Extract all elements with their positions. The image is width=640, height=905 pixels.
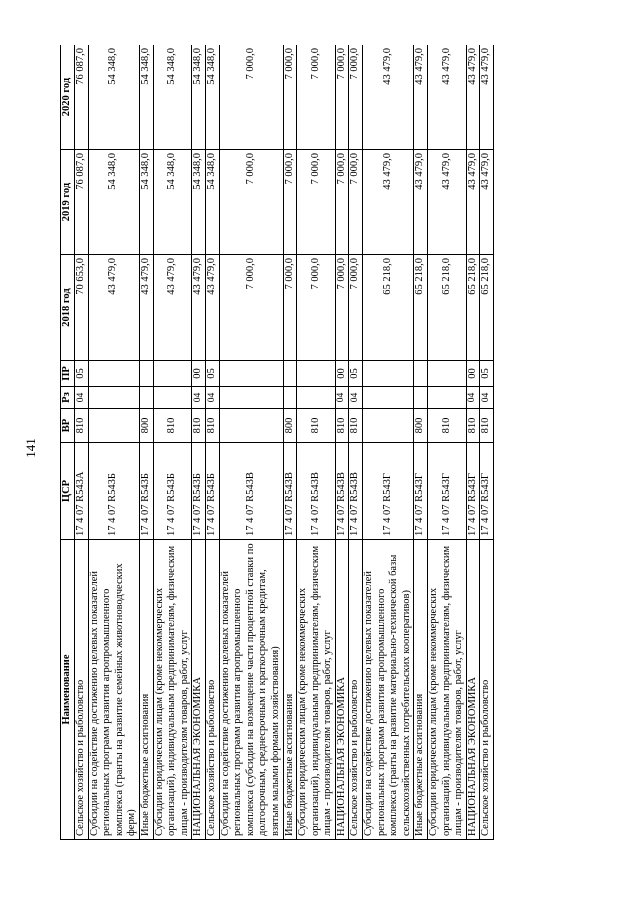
cell-y2018: 43 479,0 (153, 255, 192, 361)
table-row (192, 45, 206, 840)
cell-y2019: 7 000,0 (335, 150, 349, 255)
cell-pr: 00 (335, 361, 349, 387)
cell-rz (153, 387, 192, 409)
cell-name: Субсидии юридическим лицам (кроме некоммерческих организаций), индивидуальным предпринимателям, физическим лицам - производителям товаров, работ, услуг (297, 540, 336, 840)
cell-y2019: 54 348,0 (153, 150, 192, 255)
cell-y2019: 7 000,0 (283, 150, 297, 255)
cell-rz: 04 (335, 387, 349, 409)
cell-rz (297, 387, 336, 409)
cell-vr: 810 (428, 409, 467, 443)
cell-vr: 810 (297, 409, 336, 443)
cell-name: Сельское хозяйство и рыболовство (349, 540, 363, 840)
cell-vr: 800 (283, 409, 297, 443)
table-header-row (61, 45, 75, 840)
cell-y2018: 65 218,0 (480, 255, 494, 361)
cell-pr (363, 361, 414, 387)
cell-vr: 810 (205, 409, 219, 443)
header-2020: 2020 год (61, 45, 75, 150)
cell-rz: 04 (192, 387, 206, 409)
cell-csr: 17 4 07 R543В (283, 443, 297, 540)
table-body (75, 45, 494, 840)
table-row (219, 45, 283, 840)
cell-y2019: 54 348,0 (88, 150, 139, 255)
cell-rz: 04 (480, 387, 494, 409)
cell-csr: 17 4 07 R543Г (428, 443, 467, 540)
table-row (153, 45, 192, 840)
cell-rz (414, 387, 428, 409)
cell-vr: 800 (414, 409, 428, 443)
table-row (283, 45, 297, 840)
cell-name: Субсидии юридическим лицам (кроме некоммерческих организаций), индивидуальным предпринимателям, физическим лицам - производителям товаров, работ, услуг (153, 540, 192, 840)
cell-vr: 810 (75, 409, 89, 443)
cell-y2018: 7 000,0 (349, 255, 363, 361)
cell-name: НАЦИОНАЛЬНАЯ ЭКОНОМИКА (192, 540, 206, 840)
cell-csr: 17 4 07 R543В (297, 443, 336, 540)
cell-pr: 05 (349, 361, 363, 387)
cell-y2019: 54 348,0 (205, 150, 219, 255)
cell-csr: 17 4 07 R543В (219, 443, 283, 540)
cell-y2018: 7 000,0 (297, 255, 336, 361)
budget-table (60, 45, 494, 840)
cell-name: Субсидии на содействие достижению целевых показателей региональных программ развития агропромышленного комплекса (гранты на развитие семейных животноводческих ферм) (88, 540, 139, 840)
cell-csr: 17 4 07 R543Г (363, 443, 414, 540)
cell-y2020: 54 348,0 (205, 45, 219, 150)
cell-name: Иные бюджетные ассигнования (283, 540, 297, 840)
cell-y2018: 7 000,0 (283, 255, 297, 361)
cell-y2020: 43 479,0 (466, 45, 480, 150)
cell-name: НАЦИОНАЛЬНАЯ ЭКОНОМИКА (335, 540, 349, 840)
cell-rz: 04 (466, 387, 480, 409)
cell-y2020: 43 479,0 (363, 45, 414, 150)
cell-y2019: 43 479,0 (363, 150, 414, 255)
cell-csr: 17 4 07 R543Б (139, 443, 153, 540)
cell-y2018: 65 218,0 (466, 255, 480, 361)
cell-csr: 17 4 07 R543В (349, 443, 363, 540)
header-rz: Рз (61, 387, 75, 409)
cell-y2019: 43 479,0 (428, 150, 467, 255)
cell-vr: 810 (466, 409, 480, 443)
cell-y2018: 43 479,0 (205, 255, 219, 361)
cell-y2020: 54 348,0 (88, 45, 139, 150)
cell-csr: 17 4 07 R543А (75, 443, 89, 540)
cell-pr (153, 361, 192, 387)
cell-vr: 800 (139, 409, 153, 443)
table-row (335, 45, 349, 840)
header-name: Наименование (61, 540, 75, 840)
cell-name: Сельское хозяйство и рыболовство (480, 540, 494, 840)
cell-pr: 05 (205, 361, 219, 387)
cell-rz (283, 387, 297, 409)
cell-pr (414, 361, 428, 387)
cell-y2018: 43 479,0 (192, 255, 206, 361)
cell-y2018: 7 000,0 (219, 255, 283, 361)
cell-y2020: 54 348,0 (153, 45, 192, 150)
cell-pr: 05 (480, 361, 494, 387)
table-row (205, 45, 219, 840)
cell-pr (428, 361, 467, 387)
cell-pr (283, 361, 297, 387)
cell-rz (88, 387, 139, 409)
cell-rz: 04 (205, 387, 219, 409)
header-csr: ЦСР (61, 443, 75, 540)
cell-y2019: 7 000,0 (297, 150, 336, 255)
header-2018: 2018 год (61, 255, 75, 361)
cell-csr: 17 4 07 R543В (335, 443, 349, 540)
header-2019: 2019 год (61, 150, 75, 255)
table-row (75, 45, 89, 840)
cell-y2018: 65 218,0 (414, 255, 428, 361)
cell-y2020: 76 087,0 (75, 45, 89, 150)
cell-y2020: 43 479,0 (414, 45, 428, 150)
cell-csr: 17 4 07 R543Б (153, 443, 192, 540)
cell-y2020: 54 348,0 (139, 45, 153, 150)
cell-y2019: 43 479,0 (466, 150, 480, 255)
cell-y2019: 54 348,0 (192, 150, 206, 255)
cell-y2019: 43 479,0 (480, 150, 494, 255)
cell-y2020: 43 479,0 (428, 45, 467, 150)
budget-table-wrapper (60, 45, 590, 840)
cell-y2018: 7 000,0 (335, 255, 349, 361)
cell-name: Иные бюджетные ассигнования (139, 540, 153, 840)
cell-name: Сельское хозяйство и рыболовство (205, 540, 219, 840)
table-row (88, 45, 139, 840)
cell-vr: 810 (335, 409, 349, 443)
cell-rz (363, 387, 414, 409)
table-row (139, 45, 153, 840)
cell-rz: 04 (349, 387, 363, 409)
cell-pr: 00 (192, 361, 206, 387)
cell-y2020: 7 000,0 (219, 45, 283, 150)
cell-y2019: 43 479,0 (414, 150, 428, 255)
cell-y2018: 70 653,0 (75, 255, 89, 361)
cell-rz (219, 387, 283, 409)
cell-pr (139, 361, 153, 387)
cell-rz (428, 387, 467, 409)
table-row (480, 45, 494, 840)
cell-name: Субсидии на содействие достижению целевых показателей региональных программ развития агропромышленного комплекса (субсидии на возмещение части процентной ставки по долгосрочным, среднесрочным и краткосрочным кредитам, взятым малыми формами хозяйствования) (219, 540, 283, 840)
cell-y2019: 76 087,0 (75, 150, 89, 255)
cell-y2018: 65 218,0 (363, 255, 414, 361)
cell-csr: 17 4 07 R543Б (192, 443, 206, 540)
rotated-table-container (60, 45, 590, 840)
cell-name: НАЦИОНАЛЬНАЯ ЭКОНОМИКА (466, 540, 480, 840)
cell-y2018: 43 479,0 (88, 255, 139, 361)
cell-name: Субсидии юридическим лицам (кроме некоммерческих организаций), индивидуальным предпринимателям, физическим лицам - производителям товаров, работ, услуг (428, 540, 467, 840)
cell-y2020: 7 000,0 (349, 45, 363, 150)
cell-pr: 00 (466, 361, 480, 387)
cell-pr (88, 361, 139, 387)
cell-vr: 810 (153, 409, 192, 443)
cell-y2019: 7 000,0 (349, 150, 363, 255)
page-number: 141 (23, 438, 38, 458)
cell-y2020: 7 000,0 (335, 45, 349, 150)
cell-csr: 17 4 07 R543Г (466, 443, 480, 540)
cell-csr: 17 4 07 R543Б (205, 443, 219, 540)
cell-y2019: 54 348,0 (139, 150, 153, 255)
cell-vr (363, 409, 414, 443)
cell-name: Иные бюджетные ассигнования (414, 540, 428, 840)
cell-pr: 05 (75, 361, 89, 387)
table-row (363, 45, 414, 840)
cell-vr: 810 (192, 409, 206, 443)
cell-csr: 17 4 07 R543Б (88, 443, 139, 540)
cell-pr (297, 361, 336, 387)
cell-name: Субсидии на содействие достижению целевых показателей региональных программ развития агропромышленного комплекса (гранты на развитие материально-технической базы сельскохозяйственных потребительских кооперативов) (363, 540, 414, 840)
cell-y2018: 65 218,0 (428, 255, 467, 361)
cell-y2019: 7 000,0 (219, 150, 283, 255)
cell-vr (219, 409, 283, 443)
table-row (428, 45, 467, 840)
table-row (414, 45, 428, 840)
cell-y2020: 7 000,0 (297, 45, 336, 150)
table-row (297, 45, 336, 840)
header-pr: ПР (61, 361, 75, 387)
cell-y2020: 7 000,0 (283, 45, 297, 150)
cell-vr: 810 (349, 409, 363, 443)
cell-y2020: 54 348,0 (192, 45, 206, 150)
table-row (349, 45, 363, 840)
header-vr: ВР (61, 409, 75, 443)
table-row (466, 45, 480, 840)
cell-y2018: 43 479,0 (139, 255, 153, 361)
cell-rz (139, 387, 153, 409)
cell-name: Сельское хозяйство и рыболовство (75, 540, 89, 840)
cell-y2020: 43 479,0 (480, 45, 494, 150)
cell-vr: 810 (480, 409, 494, 443)
cell-vr (88, 409, 139, 443)
cell-rz: 04 (75, 387, 89, 409)
cell-csr: 17 4 07 R543Г (414, 443, 428, 540)
cell-pr (219, 361, 283, 387)
cell-csr: 17 4 07 R543Г (480, 443, 494, 540)
